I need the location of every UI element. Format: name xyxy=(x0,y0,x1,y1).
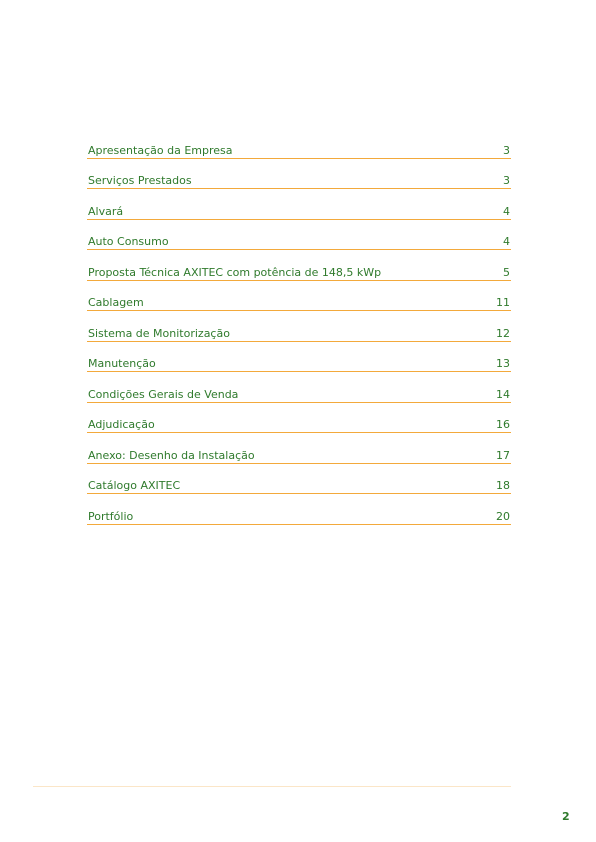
toc-entry[interactable] xyxy=(87,416,511,434)
toc-entry-title: Catálogo AXITEC xyxy=(88,479,181,492)
toc-entry[interactable] xyxy=(87,355,511,373)
toc-entry[interactable] xyxy=(87,294,511,312)
toc-entry[interactable] xyxy=(87,202,511,220)
toc-entry-page: 16 xyxy=(496,418,510,431)
footer-divider xyxy=(33,786,511,787)
toc-entry[interactable] xyxy=(87,385,511,403)
toc-entry-title: Portfólio xyxy=(88,509,134,523)
toc-entry[interactable] xyxy=(87,172,511,190)
toc-entry-page: 14 xyxy=(496,387,510,401)
toc-entry-page: 18 xyxy=(496,479,510,492)
toc-entry-page: 3 xyxy=(503,143,510,157)
toc-entry-title: Sistema de Monitorização xyxy=(88,326,230,340)
toc-entry-title: Auto Consumo xyxy=(88,235,169,248)
toc-entry-title: Cablagem xyxy=(88,296,144,309)
toc-entry-title: Manutenção xyxy=(88,357,156,370)
toc-entry-page: 4 xyxy=(503,204,510,218)
toc-entry-title: Proposta Técnica AXITEC com potência de 148,5 kWp xyxy=(88,265,382,279)
toc-entry-title: Apresentação da Empresa xyxy=(88,143,233,157)
toc-entry-title: Adjudicação xyxy=(88,418,155,431)
page-number: 2 xyxy=(562,810,570,823)
table-of-contents xyxy=(87,141,511,538)
toc-entry[interactable] xyxy=(87,233,511,251)
toc-entry-title: Serviços Prestados xyxy=(88,174,192,187)
toc-entry-page: 20 xyxy=(496,509,510,523)
toc-entry[interactable] xyxy=(87,477,511,495)
toc-entry-title: Anexo: Desenho da Instalação xyxy=(88,448,255,462)
toc-entry-page: 12 xyxy=(496,326,510,340)
toc-entry-page: 3 xyxy=(503,174,510,187)
toc-entry-page: 5 xyxy=(503,265,510,279)
toc-entry-title: Condições Gerais de Venda xyxy=(88,387,239,401)
toc-entry-title: Alvará xyxy=(88,204,124,218)
toc-entry-page: 11 xyxy=(496,296,510,309)
toc-entry[interactable] xyxy=(87,446,511,464)
toc-entry-page: 4 xyxy=(503,235,510,248)
toc-entry-page: 17 xyxy=(496,448,510,462)
toc-entry[interactable] xyxy=(87,263,511,281)
toc-entry[interactable] xyxy=(87,324,511,342)
toc-entry[interactable] xyxy=(87,507,511,525)
toc-entry[interactable] xyxy=(87,141,511,159)
toc-entry-page: 13 xyxy=(496,357,510,370)
